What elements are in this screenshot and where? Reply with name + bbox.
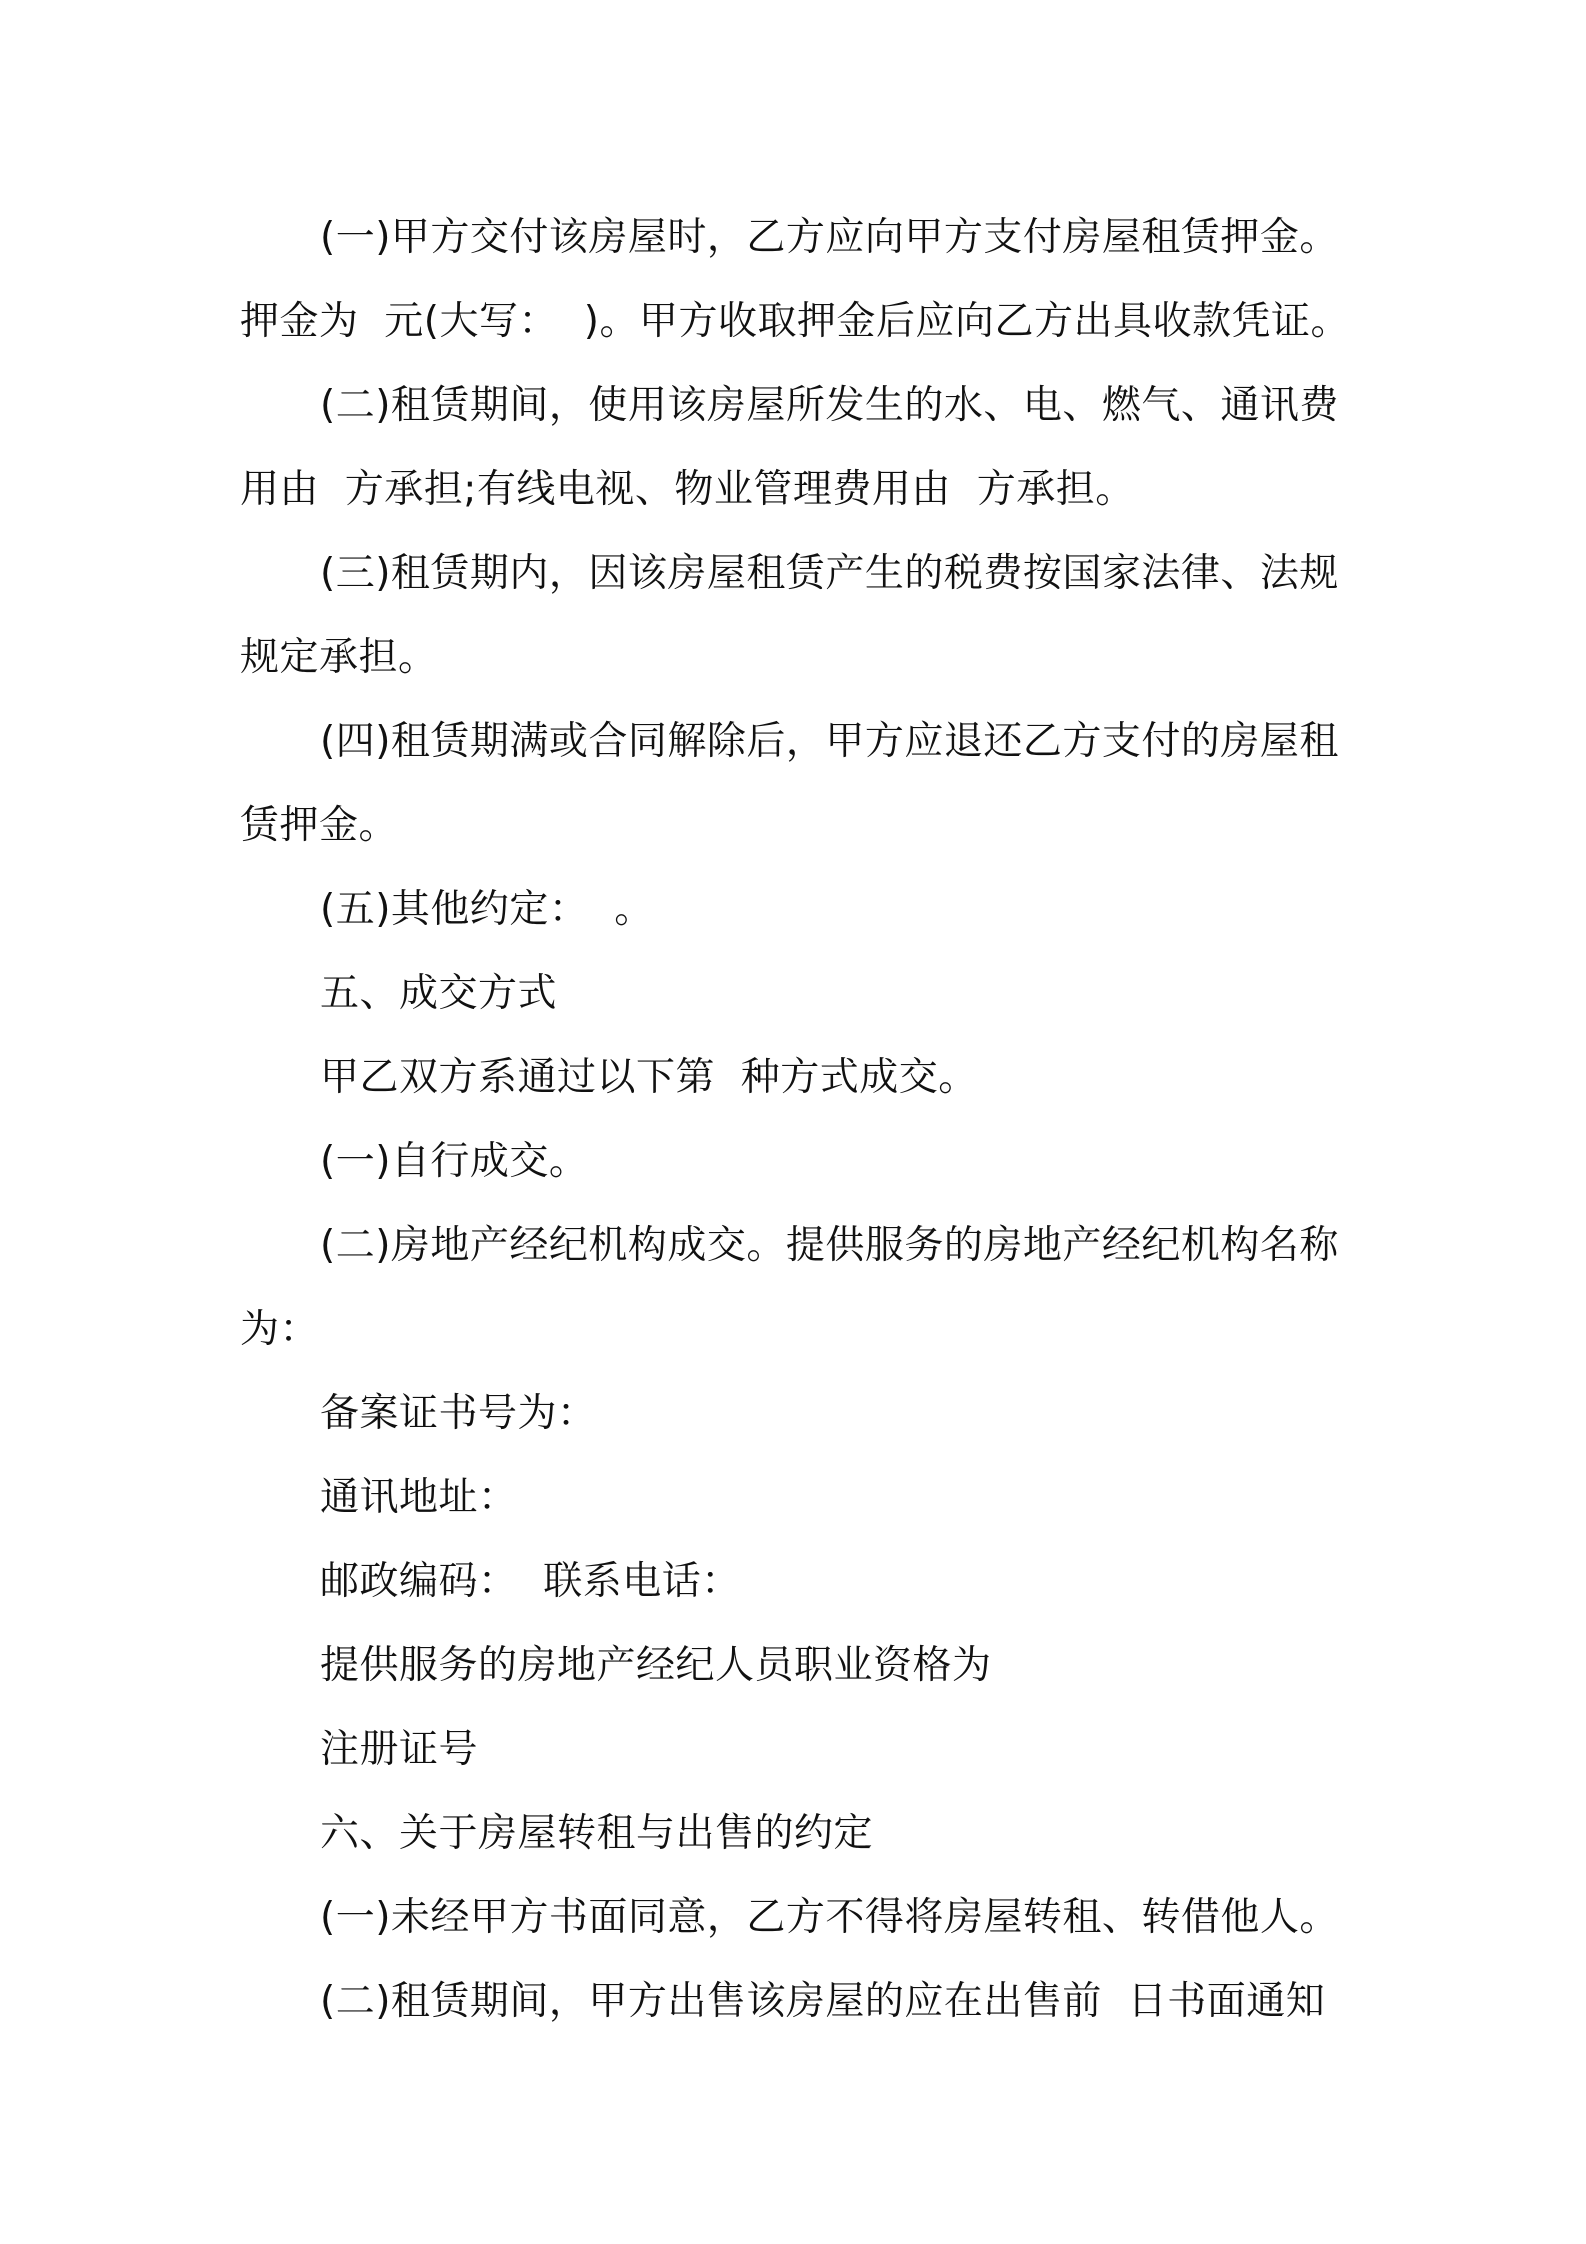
section-heading-sublease-sale: 六、关于房屋转租与出售的约定 <box>320 1811 874 1856</box>
clause-deposit-refund-cont: 赁押金。 <box>240 803 399 848</box>
clause-other-terms: (五)其他约定： 。 <box>320 887 654 932</box>
clause-utilities-cont: 用由 方承担;有线电视、物业管理费用由 方承担。 <box>240 467 1135 512</box>
clause-self-transaction: (一)自行成交。 <box>320 1139 589 1184</box>
clause-agency-transaction-cont: 为： <box>240 1307 320 1352</box>
clause-deposit-payment: (一)甲方交付该房屋时，乙方应向甲方支付房屋租赁押金。 <box>320 215 1339 260</box>
contract-text-body <box>240 196 1355 2044</box>
clause-no-sublease: (一)未经甲方书面同意，乙方不得将房屋转租、转借他人。 <box>320 1895 1339 1940</box>
clause-deposit-refund: (四)租赁期满或合同解除后，甲方应退还乙方支付的房屋租 <box>320 719 1339 764</box>
section-heading-transaction-method: 五、成交方式 <box>320 971 558 1016</box>
field-address: 通讯地址： <box>320 1475 518 1520</box>
clause-transaction-choice: 甲乙双方系通过以下第 种方式成交。 <box>320 1055 978 1100</box>
field-postcode-phone: 邮政编码： 联系电话： <box>320 1559 741 1604</box>
field-registration-cert: 备案证书号为： <box>320 1391 597 1436</box>
clause-taxes-cont: 规定承担。 <box>240 635 438 680</box>
clause-agency-transaction: (二)房地产经纪机构成交。提供服务的房地产经纪机构名称 <box>320 1223 1339 1268</box>
field-registration-number: 注册证号 <box>320 1727 479 1772</box>
clause-deposit-amount: 押金为 元(大写： )。甲方收取押金后应向乙方出具收款凭证。 <box>240 299 1351 344</box>
clause-sale-notice: (二)租赁期间，甲方出售该房屋的应在出售前 日书面通知 <box>320 1979 1326 2024</box>
clause-utilities: (二)租赁期间，使用该房屋所发生的水、电、燃气、通讯费 <box>320 383 1339 428</box>
clause-taxes: (三)租赁期内，因该房屋租赁产生的税费按国家法律、法规 <box>320 551 1339 596</box>
field-agent-qualification: 提供服务的房地产经纪人员职业资格为 <box>320 1643 992 1688</box>
